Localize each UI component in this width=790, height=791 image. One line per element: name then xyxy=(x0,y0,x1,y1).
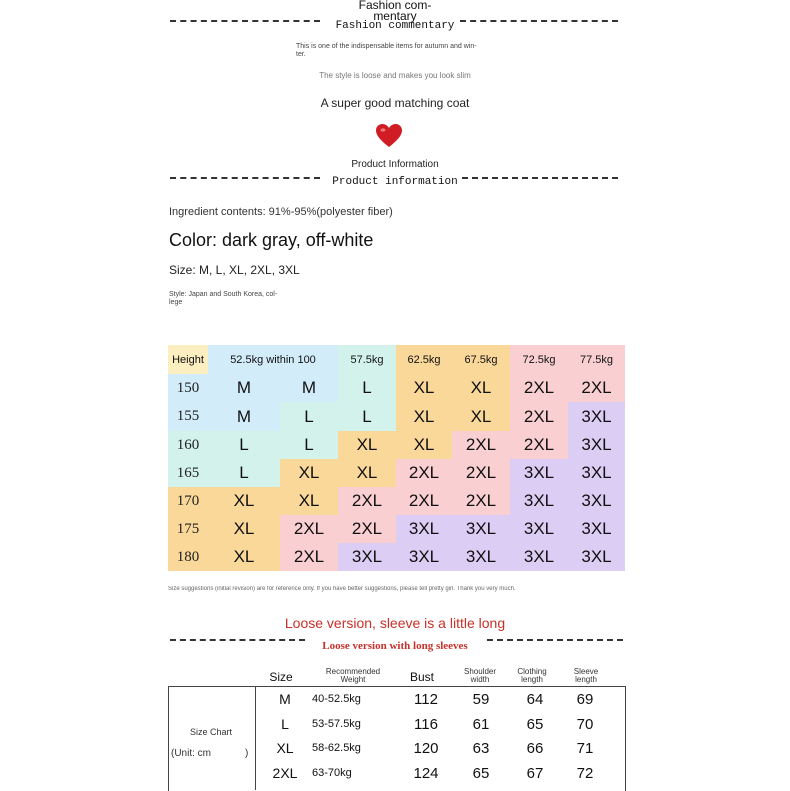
size-grid-cell: XL xyxy=(396,374,452,402)
size-grid-cell: 2XL xyxy=(338,515,396,543)
size-chart-cell: 116 xyxy=(414,716,438,733)
size-grid-header: 62.5kg xyxy=(396,345,452,374)
size-grid-cell: 3XL xyxy=(396,515,452,543)
commentary-line-2: The style is loose and makes you look slim xyxy=(319,71,471,80)
size-grid-cell: 2XL xyxy=(396,459,452,487)
size-grid-cell: L xyxy=(338,374,396,402)
size-chart-cell: 124 xyxy=(413,765,439,782)
style-line: Style: Japan and South Korea, col- lege xyxy=(169,291,278,306)
size-grid-cell: M xyxy=(208,402,280,431)
header-dash-right xyxy=(460,20,618,22)
size-grid-cell: 3XL xyxy=(568,402,625,431)
size-grid-cell: XL xyxy=(338,459,396,487)
size-chart-cell: 72 xyxy=(576,765,594,782)
size-grid-cell: 2XL xyxy=(510,431,568,459)
size-chart-cell: 63-70kg xyxy=(312,767,352,779)
size-grid-cell: 3XL xyxy=(510,543,568,571)
size-grid-cell: XL xyxy=(396,431,452,459)
size-chart-cell: 112 xyxy=(414,691,438,708)
size-chart-cell: 67 xyxy=(526,765,544,782)
size-grid-cell: 2XL xyxy=(280,543,338,571)
size-chart-cell: M xyxy=(279,691,291,707)
size-chart-cell: XL xyxy=(276,740,294,756)
size-grid-cell: XL xyxy=(208,487,280,515)
size-grid-cell: XL xyxy=(338,431,396,459)
size-grid-height: 170 xyxy=(168,487,208,515)
size-chart-cell: 53-57.5kg xyxy=(312,718,361,730)
size-chart-cell: 120 xyxy=(413,740,439,757)
size-grid-cell: 3XL xyxy=(568,431,625,459)
product-info-label: Product Information xyxy=(351,159,439,170)
size-grid-cell: L xyxy=(280,402,338,431)
size-chart-cell: 70 xyxy=(576,716,594,733)
size-chart-unit-close: ) xyxy=(245,748,249,759)
size-grid-header: 77.5kg xyxy=(568,345,625,374)
size-grid-header: 52.5kg within 100 xyxy=(208,345,338,374)
size-grid-header: 67.5kg xyxy=(452,345,510,374)
size-chart-cell: 64 xyxy=(526,691,544,708)
size-chart-cell: 2XL xyxy=(272,765,298,781)
size-grid-height: 180 xyxy=(168,543,208,571)
fashion-commentary-title: Fashion com- mentary xyxy=(358,0,432,23)
size-chart-table xyxy=(168,686,626,791)
size-grid-cell: 3XL xyxy=(568,459,625,487)
size-grid-cell: 2XL xyxy=(510,374,568,402)
size-grid-header: 57.5kg xyxy=(338,345,396,374)
size-chart-cell: 59 xyxy=(472,691,490,708)
size-chart-cell: 69 xyxy=(576,691,594,708)
size-grid-cell: 3XL xyxy=(452,515,510,543)
size-chart-label: Size Chart xyxy=(190,727,233,737)
size-grid-cell: 3XL xyxy=(396,543,452,571)
size-grid-height: 155 xyxy=(168,402,208,431)
size-grid-cell: XL xyxy=(452,402,510,431)
size-grid-cell: 2XL xyxy=(452,487,510,515)
size-grid-cell: 3XL xyxy=(568,543,625,571)
size-grid-cell: 3XL xyxy=(510,487,568,515)
size-grid-cell: XL xyxy=(208,543,280,571)
size-grid-cell: M xyxy=(280,374,338,402)
size-grid-cell: XL xyxy=(396,402,452,431)
loose-version-title: Loose version, sleeve is a little long xyxy=(284,615,506,631)
size-chart-cell: 65 xyxy=(526,716,544,733)
size-grid-height: 160 xyxy=(168,431,208,459)
product-dash-left xyxy=(170,177,320,179)
size-chart-header: Recommended Weight xyxy=(325,667,381,684)
size-grid-cell: XL xyxy=(208,515,280,543)
size-grid-cell: 3XL xyxy=(568,515,625,543)
loose-dash-right xyxy=(487,639,623,641)
size-grid-cell: XL xyxy=(280,459,338,487)
size-grid-height: 175 xyxy=(168,515,208,543)
size-chart-header: Bust xyxy=(409,670,434,684)
size-grid-cell: 2XL xyxy=(568,374,625,402)
size-grid-cell: 2XL xyxy=(338,487,396,515)
size-grid-cell: 3XL xyxy=(452,543,510,571)
size-grid-cell: M xyxy=(208,374,280,402)
size-grid-cell: 2XL xyxy=(452,459,510,487)
size-chart-cell: 66 xyxy=(526,740,544,757)
size-grid-cell: L xyxy=(208,431,280,459)
size-grid-height: 165 xyxy=(168,459,208,487)
size-chart-cell: 61 xyxy=(472,716,490,733)
commentary-line-3: A super good matching coat xyxy=(320,96,470,110)
size-line: Size: M, L, XL, 2XL, 3XL xyxy=(169,263,300,277)
size-grid-cell: 3XL xyxy=(338,543,396,571)
heart-icon xyxy=(376,124,402,148)
size-grid-cell: XL xyxy=(280,487,338,515)
size-grid-cell: 2XL xyxy=(510,402,568,431)
size-chart-divider xyxy=(255,686,256,790)
size-grid-header: 72.5kg xyxy=(510,345,568,374)
size-chart-cell: 58-62.5kg xyxy=(312,742,361,754)
size-chart-header: Shoulder width xyxy=(463,667,497,684)
size-chart-unit: (Unit: cm xyxy=(171,748,211,759)
commentary-line-1: This is one of the indispensable items for autumn and win- ter. xyxy=(296,43,477,58)
size-grid-cell: 3XL xyxy=(510,515,568,543)
size-chart-cell: L xyxy=(281,716,289,732)
size-chart-cell: 65 xyxy=(472,765,490,782)
size-grid-cell: L xyxy=(338,402,396,431)
size-chart-header: Clothing length xyxy=(517,667,547,684)
loose-dash-left xyxy=(170,639,305,641)
product-dash-right xyxy=(462,177,618,179)
size-grid-note: Size suggestions (initial revision) are for reference only. If you have better suggestions, please tell pretty girl. Thank you very much. xyxy=(168,586,516,592)
product-info-subtitle: Product information xyxy=(332,176,458,188)
size-grid-height: 150 xyxy=(168,374,208,402)
size-grid xyxy=(168,345,625,571)
ingredient-contents: Ingredient contents: 91%-95%(polyester fiber) xyxy=(169,206,393,218)
size-grid-cell: 2XL xyxy=(280,515,338,543)
size-chart-cell: 63 xyxy=(472,740,490,757)
size-grid-cell: L xyxy=(280,431,338,459)
loose-version-subtitle: Loose version with long sleeves xyxy=(322,640,468,652)
size-grid-cell: 2XL xyxy=(452,431,510,459)
header-dash-left xyxy=(170,20,320,22)
size-chart-header: Sleeve length xyxy=(573,667,599,684)
size-grid-cell: 3XL xyxy=(510,459,568,487)
fashion-commentary-subtitle: Fashion commentary xyxy=(335,20,455,32)
size-chart-header: Size xyxy=(269,670,293,684)
size-grid-cell: L xyxy=(208,459,280,487)
size-grid-header: Height xyxy=(168,345,208,374)
size-grid-cell: 3XL xyxy=(568,487,625,515)
size-grid-cell: 2XL xyxy=(396,487,452,515)
size-grid-cell: XL xyxy=(452,374,510,402)
color-line: Color: dark gray, off-white xyxy=(169,230,374,250)
size-chart-cell: 71 xyxy=(576,740,594,757)
size-chart-cell: 40-52.5kg xyxy=(312,693,361,705)
